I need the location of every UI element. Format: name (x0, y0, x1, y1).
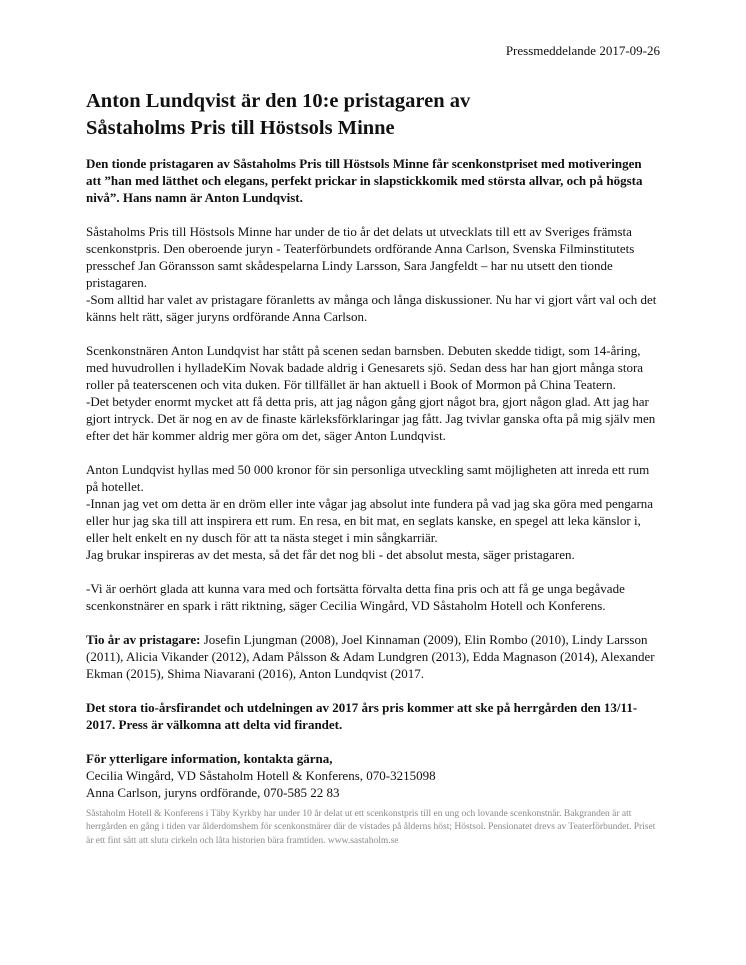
footer-note: Såstaholm Hotell & Konferens i Täby Kyrkby har under 10 år delat ut ett scenkonstpris till en ung och lovande scenkonstnär. Bakgranden är att herrgården en gång i tiden var ålderdomshem för scenkonstnärer där de vistades på ålderns höst; Höstsol. Pensionatet drevs av Teaterförbundet. Priset är ett fint sätt att sluta cirkeln och låta historien bära framtiden. www.sastaholm.se (86, 809, 656, 846)
winners-label: Tio år av pristagare: (86, 632, 201, 647)
page-title (86, 88, 666, 142)
release-date: Pressmeddelande 2017-09-26 (505, 43, 660, 58)
paragraph-prize-text: Anton Lundqvist hyllas med 50 000 kronor för sin personliga utveckling samt möjligheten att inreda ett rum på hotellet. (86, 462, 650, 494)
lead-paragraph: Den tionde pristagaren av Såstaholms Pris till Höstsols Minne får scenkonstpriset med motiveringen att ”han med lätthet och elegans, perfekt prickar in slapstickkomik med största allvar, och på högsta nivå”. Hans namn är Anton Lundqvist. (86, 156, 643, 205)
contact-block (86, 750, 658, 801)
paragraph-winners (86, 631, 658, 682)
jury-quote: -Som alltid har valet av pristagare föranletts av många och långa diskussioner. Nu har vi gjort vårt val och det känns helt rätt, säger juryns ordförande Anna Carlson. (86, 292, 657, 324)
paragraph-winner-text: Scenkonstnären Anton Lundqvist har stått på scenen sedan barnsben. Debuten skedde tidigt, som 14-åring, med huvudrollen i hylladeKim Novak badade aldrig i Genesarets sjö. Sedan dess har han gjort många stora roller på teaterscenen och vita duken. För tillfället är han aktuell i Book of Mormon på China Teatern. (86, 343, 644, 392)
prize-quote-end: Jag brukar inspireras av det mesta, så det får det nog bli - det absolut mesta, säger pristagaren. (86, 547, 575, 562)
paragraph-announcement: Det stora tio-årsfirandet och utdelningen av 2017 års pris kommer att ske på herrgården den 13/11-2017. Press är välkomna att delta vid firandet. (86, 700, 638, 732)
winner-quote: -Det betyder enormt mycket att få detta pris, att jag någon gång gjort något bra, gjort någon glad. Att jag har gjort intryck. Det är nog en av de finaste kärleksförklaringar jag fått. Jag tvivlar ganska ofta på mig själv men efter det här kommer aldrig mer göra om det, säger Anton Lundqvist. (86, 394, 656, 443)
paragraph-ceo-quote: -Vi är oerhört glada att kunna vara med och fortsätta förvalta detta fina pris och att få ge unga begåvade scenkonstnärer en spark i rätt riktning, säger Cecilia Wingård, VD Såstaholm Hotell och Konferens. (86, 581, 625, 613)
paragraph-prize (86, 461, 658, 563)
winners-list: Josefin Ljungman (2008), Joel Kinnaman (2009), Elin Rombo (2010), Lindy Larsson (2011), Alicia Vikander (2012), Adam Pålsson & Adam Lundgren (2013), Edda Magnason (2014), Alexander Ekman (2015), Shima Niavarani (2016), Anton Lundqvist (2017. (86, 632, 655, 681)
title-line-1: Anton Lundqvist är den 10:e pristagaren av (86, 90, 471, 112)
article-body (86, 155, 658, 801)
contact-line-1: Cecilia Wingård, VD Såstaholm Hotell & Konferens, 070-3215098 (86, 768, 436, 783)
paragraph-jury (86, 223, 658, 325)
contact-heading: För ytterligare information, kontakta gärna, (86, 751, 333, 766)
title-line-2: Såstaholms Pris till Höstsols Minne (86, 117, 395, 139)
paragraph-winner (86, 342, 658, 444)
paragraph-jury-text: Såstaholms Pris till Höstsols Minne har under de tio år det delats ut utvecklats till ett av Sveriges främsta scenkonstpris. Den oberoende juryn - Teaterförbundets ordförande Anna Carlson, Svenska Filminstitutets presschef Jan Göransson samt skådespelarna Lindy Larsson, Sara Jangfeldt – har nu utsett den tionde pristagaren. (86, 224, 635, 290)
contact-line-2: Anna Carlson, juryns ordförande, 070-585 22 83 (86, 785, 340, 800)
prize-quote: -Innan jag vet om detta är en dröm eller inte vågar jag absolut inte fundera på vad jag ska göra med pengarna eller hur jag ska till att inspirera ett rum. En resa, en bit mat, en seglats kanske, en spegel att leka känslor i, eller helt enkelt en ny dusch för att ta nästa steget i min sångkarriär. (86, 496, 654, 545)
